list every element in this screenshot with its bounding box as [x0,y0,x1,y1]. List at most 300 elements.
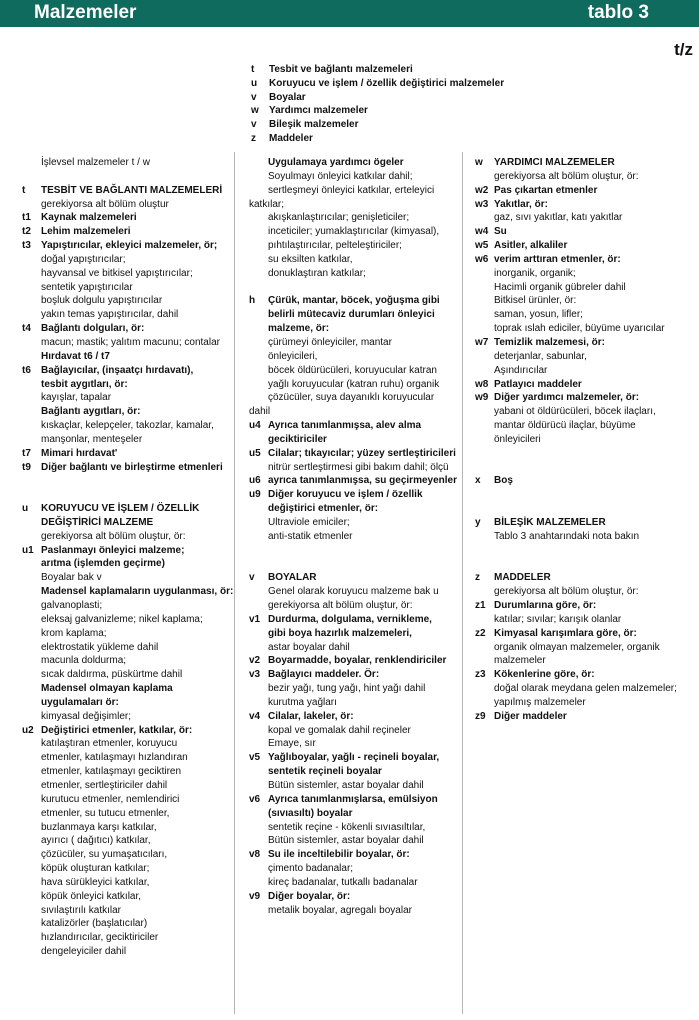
entry-line [249,433,461,447]
entry-text: Tablo 3 anahtarındaki nota bakın [494,530,640,542]
entry-line [22,336,230,350]
entry-line [475,364,697,378]
entry-line [249,156,461,170]
spacer [22,474,230,488]
section-entry [475,198,697,212]
entry-text: köpük oluşturan katkılar; [41,863,150,875]
entry-code: w7 [475,336,489,348]
entry-code: u4 [249,420,261,432]
section-entry [22,322,230,336]
entry-code: v [249,572,255,584]
entry-line [22,904,230,918]
entry-code: z1 [475,600,486,611]
entry-line [249,876,461,890]
entry-line [475,170,697,184]
entry-code: y [475,516,481,528]
entry-text: gerekiyorsa alt bölüm oluştur, ör: [41,530,186,542]
entry-code: w8 [475,378,489,390]
spacer [475,461,697,475]
entry-line [249,364,461,378]
entry-line [475,613,697,627]
legend-key: z [251,132,256,144]
section-entry [249,447,461,461]
entry-text: yakın temas yapıştırıcılar, dahil [41,309,179,321]
entry-text: gerekiyorsa alt bölüm oluştur [41,198,169,210]
entry-text: Mimari hırdavat' [41,447,118,459]
entry-text: katkılar; [249,198,285,210]
section-entry [249,474,461,488]
entry-text: Yakıtlar, ör: [494,198,548,210]
section-entry [249,890,461,904]
entry-line [475,654,697,668]
entry-text: etmenler, katılaşmayı hızlandıran [41,752,188,764]
entry-text: kurutma yağları [268,696,337,708]
entry-text: katılar; sıvılar; karışık olanlar [494,613,622,625]
entry-text: Durdurma, dolgulama, vernikleme, [268,613,432,625]
legend-text: Bileşik malzemeler [269,119,359,131]
entry-code: t4 [22,323,31,335]
entry-text: gerekiyorsa alt bölüm oluştur, ör: [494,170,639,182]
spacer [249,557,461,571]
entry-text: sentetik reçine - kökenli sıvıasıltılar, [268,821,426,833]
section-entry [475,253,697,267]
entry-text: Bağlantı aygıtları, ör: [41,406,141,418]
entry-text: eleksaj galvanizleme; nikel kaplama; [41,613,203,625]
entry-line [475,530,697,544]
page-title: Malzemeler [34,2,137,23]
section-entry [249,488,461,502]
section-entry [22,544,230,558]
entry-line [249,821,461,835]
entry-line [249,198,461,212]
entry-code: w5 [475,240,489,252]
entry-line [249,211,461,225]
entry-text: Ayrıca tanımlanmışsa, alev alma [268,420,422,432]
entry-line [22,862,230,876]
entry-text: Boyarmadde, boyalar, renklendiriciler [268,655,447,667]
entry-text: Ayrıca tanımlanmışlarsa, emülsiyon [268,793,438,805]
entry-text: Değiştirici etmenler, katkılar, ör: [41,724,193,736]
entry-text: Bütün sistemler, astar boyalar dahil [268,779,424,791]
entry-line [22,391,230,405]
section-entry [22,239,230,253]
entry-code: v1 [249,613,261,625]
entry-line [249,862,461,876]
entry-line [249,184,461,198]
entry-text: sentetik reçineli boyalar [268,766,382,778]
entry-text: kıskaçlar, kelepçeler, takozlar, kamalar, [41,420,214,432]
entry-line [22,156,230,170]
entry-line [249,627,461,641]
entry-code: z3 [475,669,486,681]
entry-text: hızlandırıcılar, geciktiriciler [41,932,159,944]
entry-line [475,350,697,364]
entry-line [249,239,461,253]
entry-text: Su ile inceltilebilir boyalar, ör: [268,849,410,861]
entry-code: w2 [475,184,489,196]
section-entry [22,447,230,461]
section-entry [475,336,697,350]
header-bar [0,0,699,27]
entry-line [475,696,697,710]
entry-text: çürümeyi önleyiciler, mantar [268,336,392,348]
entry-line [249,405,461,419]
entry-line [475,322,697,336]
entry-text: Paslanmayı önleyici malzeme; [41,544,185,556]
entry-text: sentetik yapıştırıcılar [41,281,133,293]
section-entry [475,391,697,405]
entry-line [475,419,697,433]
entry-text: Kaynak malzemeleri [41,212,137,224]
entry-text: sertleşmeyi önleyici katkılar, erteleyici [268,184,435,196]
entry-text: kimyasal değişimler; [41,710,132,722]
legend-text: Maddeler [269,132,313,144]
entry-line [249,807,461,821]
legend-key: t [251,64,255,75]
entry-line [249,530,461,544]
entry-line [249,391,461,405]
entry-code: u1 [22,544,34,556]
entry-line [249,253,461,267]
entry-line [22,198,230,212]
section-entry [22,225,230,239]
entry-text: Asitler, alkaliler [494,240,568,252]
entry-line [22,917,230,931]
legend-text: Boyalar [269,91,306,103]
entry-text: Diğer bağlantı ve birleştirme etmenleri [41,461,223,473]
entry-code: t6 [22,364,31,376]
entry-code: w6 [475,253,489,265]
entry-text: TESBİT VE BAĞLANTI MALZEMELERİ [41,184,223,196]
entry-text: tesbit aygıtları, ör: [41,378,128,390]
entry-text: galvanoplasti; [41,600,103,611]
entry-text: böcek öldürücüleri, koruyucular katran [268,364,437,376]
column-divider [234,152,235,1014]
entry-text: macun; mastik; yalıtım macunu; contalar [41,336,220,348]
entry-text: boşluk dolgulu yapıştırıcılar [41,295,163,307]
entry-text: gibi boya hazırlık malzemeleri, [268,627,412,639]
entry-text: Yağlıboyalar, yağlı - reçineli boyalar, [268,752,440,764]
entry-line [22,405,230,419]
entry-line [22,350,230,364]
entry-line [249,641,461,655]
entry-code: x [475,475,481,487]
entry-text: çözücüler, su yumaşatıcıları, [41,849,168,861]
entry-line [22,821,230,835]
entry-text: inorganik, organik; [494,267,576,279]
entry-text: gaz, sıvı yakıtlar, katı yakıtlar [494,212,623,224]
legend-text: Koruyucu ve işlem / özellik değiştirici malzemeler [269,77,505,89]
entry-text: dengeleyiciler dahil [41,946,127,958]
entry-line [249,765,461,779]
entry-code: z [475,572,480,584]
entry-code: v2 [249,655,261,667]
entry-text: bezir yağı, tung yağı, hint yağı dahil [268,683,426,695]
entry-text: Kökenlerine göre, ör: [494,669,595,681]
section-entry [475,474,697,488]
entry-line [22,281,230,295]
section-entry [249,571,461,585]
entry-code: u9 [249,489,261,501]
entry-text: YARDIMCI MALZEMELER [494,157,615,168]
entry-text: Ultraviole emiciler; [268,516,350,528]
entry-line [249,724,461,738]
entry-line [22,945,230,959]
entry-code: t2 [22,226,31,238]
legend-key: v [251,91,257,103]
entry-text: kireç badanalar, tutkallı badanalar [268,876,418,888]
entry-line [22,516,230,530]
entry-text: değiştirici etmenler, ör: [268,503,379,515]
entry-text: Durumlarına göre, ör: [494,600,597,611]
section-entry [475,710,697,724]
entry-text: buzlanmaya karşı katkılar, [41,821,157,833]
entry-text: Pas çıkartan etmenler [494,184,598,196]
entry-line [475,585,697,599]
entry-text: Patlayıcı maddeler [494,378,582,390]
entry-code: t9 [22,461,31,473]
entry-code: v8 [249,849,261,861]
section-entry [249,793,461,807]
entry-line [475,405,697,419]
column-divider [462,152,463,1014]
entry-line [22,585,234,599]
entry-code: w4 [475,226,489,238]
entry-text: etmenler, sertleştiriciler dahil [41,779,168,791]
entry-text: macunla doldurma; [41,655,127,667]
entry-line [475,267,697,281]
entry-text: Cilalar; tıkayıcılar; yüzey sertleştiricileri [268,447,456,459]
entry-text: Su [494,226,507,238]
entry-text: Boş [494,475,513,487]
section-entry [475,571,697,585]
entry-text: hayvansal ve bitkisel yapıştırıcılar; [41,267,193,279]
entry-text: gerekiyorsa alt bölüm oluştur, ör: [494,586,639,598]
entry-line [249,225,461,239]
entry-line [249,378,461,392]
entry-text: Diğer boyalar, ör: [268,890,351,902]
legend-item [251,63,504,77]
entry-code: v5 [249,752,261,764]
entry-text: Bağlantı dolguları, ör: [41,323,145,335]
entry-line [249,308,461,322]
entry-line [249,461,461,475]
entry-text: toprak ıslah ediciler, büyüme uyarıcılar [494,323,665,335]
entry-text: nitrür sertleştirmesi gibi bakım dahil; ölçü [268,461,449,473]
entry-line [475,433,697,447]
entry-line [249,502,461,516]
entry-text: (sıvıasıltı) boyalar [268,807,353,819]
entry-code: t1 [22,212,31,224]
entry-text: Soyulmayı önleyici katkılar dahil; [268,170,413,182]
entry-line [22,793,230,807]
entry-line [475,641,697,655]
table-number: tablo 3 [587,2,649,23]
entry-line [22,890,230,904]
spacer [22,170,230,184]
legend-key: u [251,77,258,89]
spacer [475,557,697,571]
entry-line [249,904,461,918]
section-entry [22,364,230,378]
legend [251,63,504,146]
entry-line [475,682,697,696]
entry-text: katalizörler (başlatıcılar) [41,918,148,930]
entry-text: yapılmış malzemeler [494,696,586,708]
legend-item [251,104,504,118]
entry-text: önleyicileri [494,433,541,445]
entry-line [249,585,461,599]
column-left [22,156,234,959]
entry-text: çözücüler, suya dayanıklı koruyucular [268,392,435,404]
entry-text: Hırdavat t6 / t7 [41,350,110,362]
entry-text: malzemeler [494,655,546,667]
entry-text: uygulamaları ör: [41,696,119,708]
column-middle [249,156,461,917]
entry-text: etmenler, katılaşmayı geciktiren [41,766,182,778]
entry-line [22,613,230,627]
column-right [475,156,697,724]
section-entry [249,710,461,724]
entry-code: w [475,157,483,168]
entry-text: malzeme, ör: [268,323,330,335]
entry-text: katılaştıran etmenler, koruyucu [41,738,178,750]
spacer [475,447,697,461]
entry-line [249,779,461,793]
classification-code: t/z [674,40,693,59]
entry-text: akışkanlaştırıcılar; genişleticiler; [268,212,410,224]
entry-text: etmenler, su tutucu etmenler, [41,807,170,819]
entry-line [22,627,230,641]
entry-line [22,571,230,585]
entry-text: Çürük, mantar, böcek, yoğuşma gibi [268,295,440,307]
entry-text: metalik boyalar, agregalı boyalar [268,904,412,916]
section-entry [249,668,461,682]
entry-code: v9 [249,890,261,902]
entry-text: doğal yapıştırıcılar; [41,253,126,265]
entry-line [249,322,461,336]
section-entry [22,724,230,738]
section-entry [475,516,697,530]
entry-text: Uygulamaya yardımcı ögeler [268,157,404,168]
entry-code: h [249,295,256,307]
entry-text: Madensel olmayan kaplama [41,683,173,695]
entry-code: u6 [249,475,261,487]
section-entry [22,502,230,516]
entry-line [22,308,230,322]
entry-line [22,848,230,862]
entry-text: köpük önleyici katkılar, [41,890,142,902]
entry-text: Diğer yardımcı malzemeler, ör: [494,392,640,404]
section-entry [249,751,461,765]
entry-text: Emaye, sır [268,738,316,750]
spacer [22,488,230,502]
entry-text: DEĞİŞTİRİCİ MALZEME [41,516,154,528]
entry-line [22,557,230,571]
entry-text: kopal ve gomalak dahil reçineler [268,724,411,736]
entry-line [22,641,230,655]
section-entry [249,848,461,862]
entry-line [22,807,230,821]
entry-text: Lehim malzemeleri [41,226,131,238]
entry-text: ayrıca tanımlanmışsa, su geçirmeyenler [268,475,457,487]
entry-line [22,834,230,848]
entry-line [249,516,461,530]
entry-text: Bağlayıcı maddeler. Ör: [268,669,380,681]
legend-item [251,118,504,132]
entry-text: kayışlar, tapalar [41,392,112,404]
legend-text: Yardımcı malzemeler [269,105,368,117]
entry-text: astar boyalar dahil [268,641,350,653]
section-entry [475,184,697,198]
entry-text: çimento badanalar; [268,863,354,875]
entry-text: sıvılaştırılı katkılar [41,904,122,916]
section-entry [249,294,461,308]
entry-code: z2 [475,627,486,639]
entry-text: hava sürükleyici katkılar, [41,876,150,888]
spacer [475,544,697,558]
entry-text: manşonlar, menteşeler [41,433,143,445]
entry-line [22,668,230,682]
spacer [249,281,461,295]
entry-text: Aşındırıcılar [494,364,548,376]
entry-line [22,654,230,668]
entry-text: doğal olarak meydana gelen malzemeler; [494,683,677,695]
entry-text: Hacimli organik gübreler dahil [494,281,626,293]
entry-line [22,751,230,765]
entry-line [22,599,230,613]
legend-key: v [251,119,257,131]
entry-line [22,294,230,308]
entry-code: w3 [475,198,489,210]
entry-line [22,530,230,544]
entry-line [22,419,230,433]
entry-text: önleyicileri, [268,350,318,362]
entry-line [22,737,230,751]
entry-line [22,378,230,392]
entry-text: saman, yosun, lifler; [494,309,583,321]
entry-line [249,336,461,350]
entry-text: anti-statik etmenler [268,530,353,542]
entry-line [249,267,461,281]
entry-text: Bütün sistemler, astar boyalar dahil [268,835,424,847]
entry-line [22,267,230,281]
section-entry [475,668,697,682]
spacer [249,544,461,558]
entry-code: t7 [22,447,31,459]
section-entry [475,156,697,170]
entry-line [249,834,461,848]
entry-text: BİLEŞİK MALZEMELER [494,516,606,528]
entry-text: BOYALAR [268,572,317,584]
entry-text: belirli mütecaviz durumları önleyici [268,309,435,321]
spacer [475,488,697,502]
legend-key: w [251,105,259,117]
entry-line [249,170,461,184]
section-entry [249,654,461,668]
entry-line [22,876,230,890]
legend-item [251,132,504,146]
entry-text: yağlı koruyucular (katran ruhu) organik [268,378,440,390]
entry-code: t3 [22,240,31,252]
entry-text: krom kaplama; [41,627,107,639]
entry-text: kurutucu etmenler, nemlendirici [41,793,180,805]
entry-line [22,696,230,710]
section-entry [22,461,230,475]
entry-text: mantar öldürücü ilaçlar, büyüme [494,420,636,432]
legend-item [251,91,504,105]
section-entry [475,239,697,253]
